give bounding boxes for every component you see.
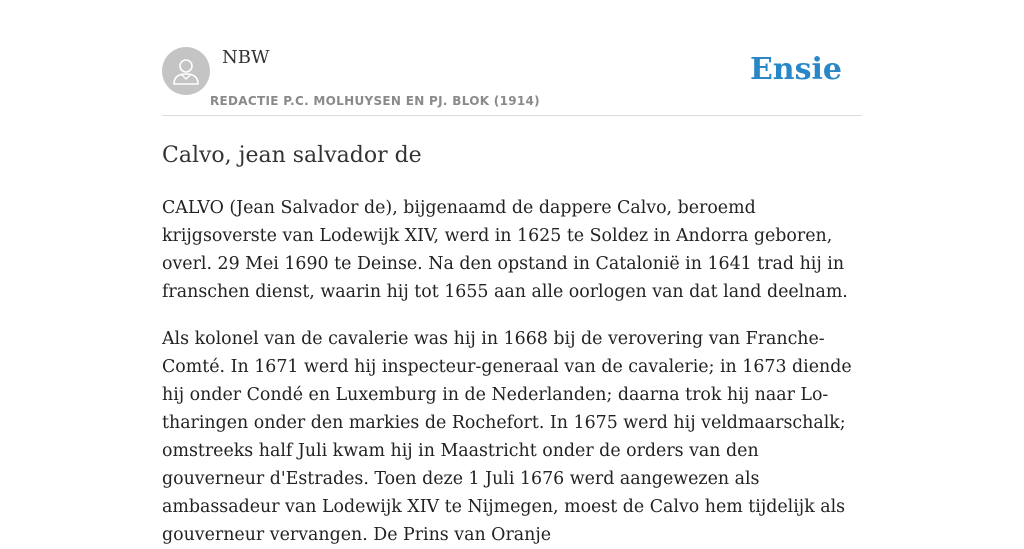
source-label[interactable]: REDACTIE P.C. MOLHUYSEN EN PJ. BLOK (1914) [210,94,540,108]
brand-logo[interactable]: Ensie [749,52,842,87]
author-name[interactable]: NBW [222,47,270,68]
article-header [162,0,862,116]
avatar[interactable] [162,47,210,95]
article-card [162,0,862,549]
article-paragraph: Als kolonel van de cavalerie was hij in 1668 bij de verovering van Franche-Comté. In 1671 werd hij inspecteur-generaal van de cavalerie; in 1673 diende hij onder Condé en Luxemburg in de Nederlanden; daarna trok hij naar Lo- tharingen onder den markies de Rochefort. In 1675 werd hij veldmaarschalk; omstreeks half Juli kwam hij in Maastricht onder de orders van den gouverneur d'Estrades. Toen deze 1 Juli 1676 werd aangewezen als ambassadeur van Lodewijk XIV te Nijmegen, moest de Calvo hem tijdelijk als gouverneur vervangen. De Prins van Oranje [162,329,852,545]
user-icon [162,47,210,95]
article-paragraph: CALVO (Jean Salvador de), bijgenaamd de dappere Calvo, beroemd krijgsoverste van Lodewijk XIV, werd in 1625 te Soldez in Andorra geboren, overl. 29 Mei 1690 te Deinse. Na den opstand in Catalonië in 1641 trad hij in franschen dienst, waarin hij tot 1655 aan alle oorlogen van dat land deelnam. [162,198,848,302]
article-title: Calvo, jean salvador de [162,143,422,168]
